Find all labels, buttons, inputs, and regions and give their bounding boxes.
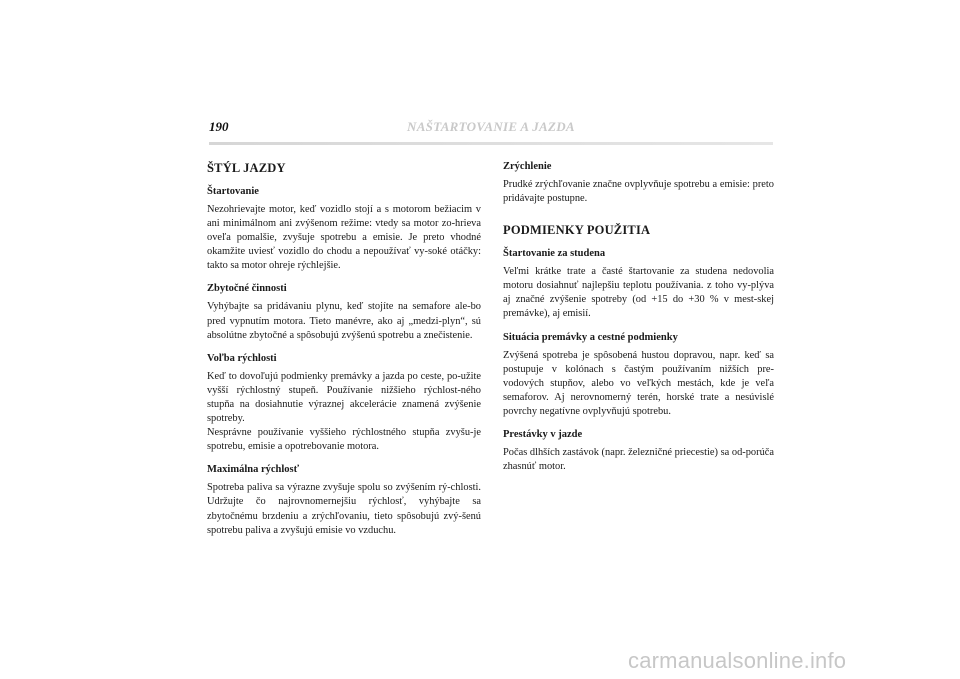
- paragraph: Keď to dovoľujú podmienky premávky a jazda po ceste, po-užite vyšší rýchlostný stupeň. Používanie nižšieho rýchlost-ného stupňa na dosiahnutie výraznej akcelerácie znamená zvýšenie spotreby.: [207, 370, 481, 425]
- paragraph: Vyhýbajte sa pridávaniu plynu, keď stojíte na semafore ale-bo pred vypnutím motora. Tieto manévre, ako aj „medzi-plyn“, sú absolútne zbytočné a spôsobujú zvýšenú spotrebu a znečistenie.: [207, 301, 481, 341]
- chapter-title: NAŠTARTOVANIE A JAZDA: [407, 119, 575, 134]
- subsection-title: Voľba rýchlosti: [207, 352, 277, 364]
- subsection-title: Štartovanie za studena: [503, 248, 606, 260]
- subsection-title: Zrýchlenie: [503, 161, 552, 172]
- paragraph: Počas dlhších zastávok (napr. železničné priecestie) sa od-porúča zhasnúť motor.: [503, 447, 774, 473]
- subsection-title: Zbytočné činnosti: [207, 283, 287, 295]
- right-column: [503, 160, 774, 483]
- paragraph: Nesprávne používanie vyššieho rýchlostného stupňa zvyšu-je spotrebu, emisie a opotrebovanie motora.: [207, 427, 481, 453]
- block-stops: [503, 428, 774, 474]
- section-title-usage-conditions: PODMIENKY POUŽITIA: [503, 223, 651, 238]
- block-unnecessary-actions: [207, 282, 481, 342]
- block-traffic-conditions: [503, 331, 774, 419]
- subsection-title: Prestávky v jazde: [503, 429, 583, 441]
- paragraph: Veľmi krátke trate a časté štartovanie za studena nedovolia motoru dosiahnuť najlepšiu teplotu používania. z toho vy-plýva aj značné zvýšenie spotreby (od +15 do +30 % v mest-skej premávke), aj emisií.: [503, 266, 774, 320]
- block-cold-start: [503, 247, 774, 321]
- paragraph: Spotreba paliva sa výrazne zvyšuje spolu so zvýšením rý-chlosti. Udržujte čo najrovnomernejšiu rýchlosť, vyhýbajte sa zbytočnému brzdeniu a zrýchľovaniu, tieto spôsobujú zvý-šenú spotrebu paliva a zvyšujú emisie vo vzduchu.: [207, 482, 481, 536]
- block-gear-selection: [207, 352, 481, 455]
- subsection-title: Štartovanie: [207, 186, 259, 197]
- paragraph: Nezohrievajte motor, keď vozidlo stojí a s motorom bežiacim v ani minimálnom ani zvýšenom režime: vtedy sa motor zo-hrieva oveľa pomalšie, zvyšuje spotrebu a emisie. Je preto vhodné okamžite uviesť vozidlo do chodu a nepoužívať vy-soké otáčky: takto sa motor ohreje rýchlejšie.: [207, 204, 481, 272]
- subsection-title: Situácia premávky a cestné podmienky: [503, 331, 678, 343]
- block-starting: [207, 185, 481, 273]
- header-divider: [209, 142, 773, 145]
- page-number: 190: [209, 119, 229, 134]
- watermark: carmanualsonline.info: [628, 648, 847, 673]
- block-max-speed: [207, 463, 481, 537]
- subsection-title: Maximálna rýchlosť: [207, 464, 300, 476]
- section-title-driving-style: ŠTÝL JAZDY: [207, 161, 286, 175]
- left-column: [207, 160, 481, 547]
- paragraph: Prudké zrýchľovanie značne ovplyvňuje spotrebu a emisie: preto pridávajte postupne.: [503, 179, 774, 205]
- paragraph: Zvýšená spotreba je spôsobená hustou dopravou, napr. keď sa postupuje v kolónach s častým používaním nižších pre-vodových stupňov, alebo vo veľkých mestách, kde je veľa semaforov. Aj nerovnomerný terén, horské trate a nesúvislé povrchy negatívne ovplyvňujú spotrebu.: [503, 349, 774, 417]
- page-header: [209, 118, 773, 142]
- block-acceleration: [503, 160, 774, 206]
